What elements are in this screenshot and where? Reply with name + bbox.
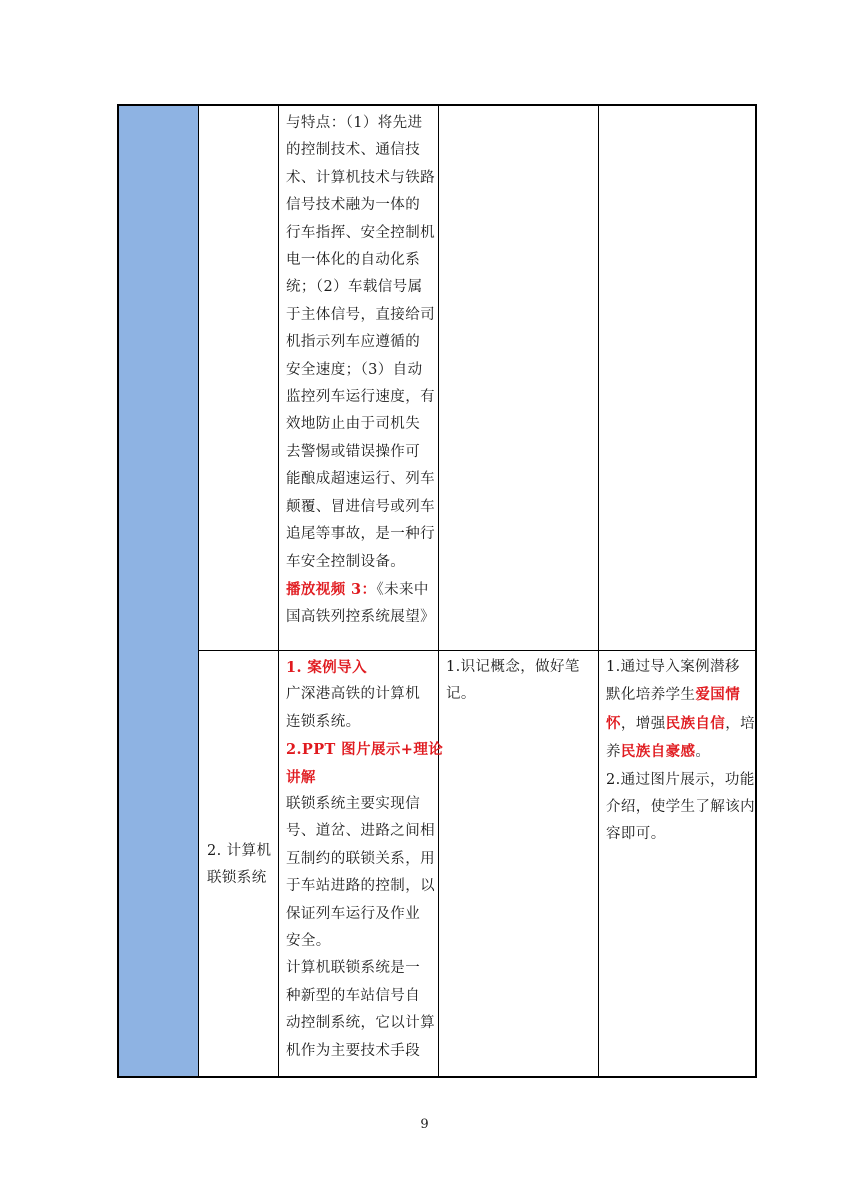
content-line: 监控列车运行速度，有 [286, 389, 435, 406]
ideology-highlight: 民族自信 [665, 714, 726, 732]
stage-column [119, 106, 199, 1076]
activity-line: 1.识记概念，做好笔 [446, 659, 580, 675]
row2-content-cell [286, 654, 443, 1065]
content-line: 能酿成超速运行、列车 [286, 471, 435, 488]
content-line: 统；（2）车载信号属 [286, 279, 423, 296]
video-title-continued: 国高铁列控系统展望》 [286, 609, 435, 626]
section-heading: 2.PPT 图片展示+理论 [286, 741, 444, 759]
content-line: 安全速度；（3）自动 [286, 361, 423, 378]
ideology-text: 默化培养学生 [606, 687, 696, 704]
ideology-text: 养 [606, 744, 621, 761]
content-line: 连锁系统。 [286, 713, 361, 730]
content-line: 广深港高铁的计算机 [286, 686, 421, 703]
content-line: 种新型的车站信号自 [286, 987, 421, 1004]
content-line: 颠覆、冒进信号或列车 [286, 498, 435, 515]
content-line: 安全。 [286, 933, 331, 950]
content-line: 效地防止由于司机失 [286, 416, 421, 433]
content-line: 保证列车运行及作业 [286, 905, 421, 922]
content-line: 联锁系统主要实现信 [286, 796, 421, 813]
ideology-text: ，增强 [620, 715, 666, 732]
content-line: 号、道岔、进路之间相 [286, 823, 435, 840]
row2-student-activity-cell [446, 654, 580, 709]
topic-line: 联锁系统 [207, 870, 267, 887]
content-line: 行车指挥、安全控制机 [286, 224, 435, 241]
row2-ideology-cell [606, 654, 755, 849]
lesson-plan-table [117, 104, 757, 1078]
content-line: 追尾等事故，是一种行 [286, 526, 435, 543]
row1-content-cell [286, 110, 435, 632]
ideology-text: ，培 [725, 715, 756, 732]
ideology-highlight: 民族自豪感 [620, 743, 696, 761]
ideology-line: 介绍，使学生了解该内 [606, 799, 755, 816]
ideology-line: 容即可。 [606, 826, 666, 843]
content-line: 于主体信号，直接给司 [286, 306, 435, 323]
content-line: 电一体化的自动化系 [286, 252, 421, 269]
ideology-text: 。 [695, 744, 711, 761]
column-divider [278, 106, 279, 1076]
row-divider [199, 650, 757, 651]
content-line: 于车站进路的控制，以 [286, 878, 435, 895]
content-line: 去警惕或错误操作可 [286, 443, 421, 460]
ideology-line: 2.通过图片展示，功能 [606, 771, 755, 788]
content-line: 术、计算机技术与铁路 [286, 169, 435, 186]
topic-line: 2. 计算机 [207, 843, 272, 859]
ideology-line: 1.通过导入案例潜移 [606, 659, 740, 675]
ideology-highlight: 爱国情 [695, 686, 741, 704]
content-line: 的控制技术、通信技 [286, 142, 421, 159]
ideology-line [606, 681, 755, 709]
ideology-highlight: 怀 [606, 714, 621, 732]
page-number: 9 [420, 1117, 429, 1132]
video-label: 播放视频 3： [286, 580, 377, 598]
content-line: 计算机联锁系统是一 [286, 960, 421, 977]
ideology-line [606, 710, 755, 738]
content-line: 机作为主要技术手段 [286, 1042, 421, 1059]
content-line: 信号技术融为一体的 [286, 197, 421, 214]
section-heading: 讲解 [286, 768, 316, 786]
ideology-line [606, 738, 755, 766]
video-title: 《未来中 [376, 581, 429, 598]
content-line: 机指示列车应遵循的 [286, 334, 421, 351]
column-divider [598, 106, 599, 1076]
video-line [286, 576, 435, 604]
content-line: 与特点：（1）将先进 [286, 115, 423, 131]
activity-line: 记。 [446, 686, 476, 703]
content-line: 车安全控制设备。 [286, 553, 406, 570]
content-line: 互制约的联锁关系，用 [286, 850, 435, 867]
row2-topic-cell [207, 838, 271, 893]
section-heading: 1. 案例导入 [286, 659, 367, 676]
content-line: 动控制系统，它以计算 [286, 1015, 435, 1032]
